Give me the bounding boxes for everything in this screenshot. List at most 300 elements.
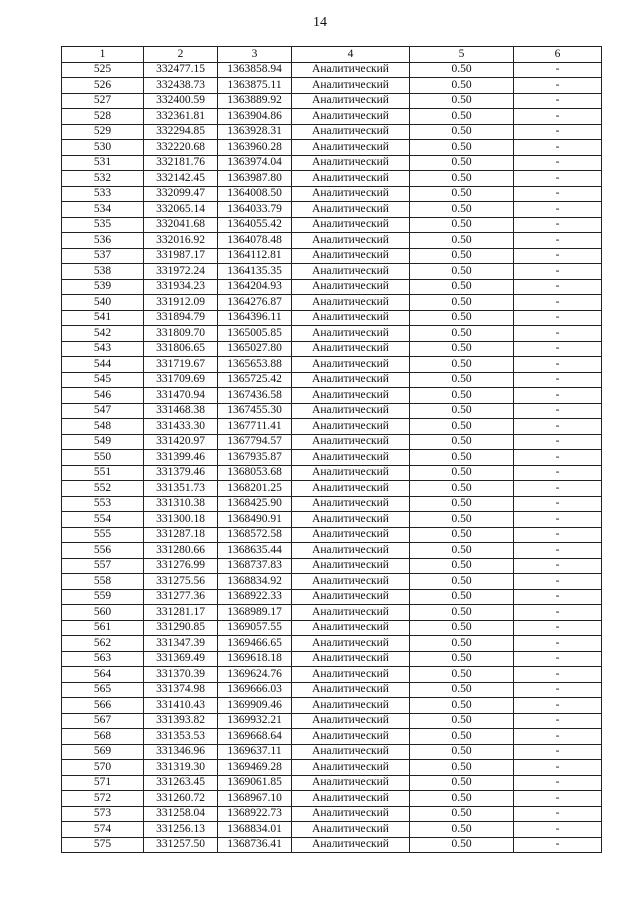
coordinates-table — [61, 46, 602, 853]
cell-method: Аналитический — [292, 419, 410, 435]
cell-point-number: 548 — [62, 419, 144, 435]
cell-method: Аналитический — [292, 791, 410, 807]
page-number: 14 — [313, 15, 327, 30]
cell-note: - — [514, 93, 602, 109]
cell-accuracy: 0.50 — [410, 589, 514, 605]
cell-method: Аналитический — [292, 574, 410, 590]
cell-y-coordinate: 1369932.21 — [218, 713, 292, 729]
cell-x-coordinate: 331393.82 — [144, 713, 218, 729]
cell-point-number: 549 — [62, 434, 144, 450]
table-row — [62, 775, 602, 791]
cell-x-coordinate: 331351.73 — [144, 481, 218, 497]
cell-y-coordinate: 1368922.33 — [218, 589, 292, 605]
table-row — [62, 109, 602, 125]
cell-x-coordinate: 331319.30 — [144, 760, 218, 776]
cell-method: Аналитический — [292, 465, 410, 481]
cell-y-coordinate: 1369057.55 — [218, 620, 292, 636]
cell-accuracy: 0.50 — [410, 171, 514, 187]
table-row — [62, 62, 602, 78]
table-row — [62, 295, 602, 311]
cell-method: Аналитический — [292, 264, 410, 280]
cell-point-number: 534 — [62, 202, 144, 218]
cell-x-coordinate: 331709.69 — [144, 372, 218, 388]
cell-y-coordinate: 1363858.94 — [218, 62, 292, 78]
cell-x-coordinate: 332142.45 — [144, 171, 218, 187]
cell-x-coordinate: 332016.92 — [144, 233, 218, 249]
cell-x-coordinate: 331719.67 — [144, 357, 218, 373]
cell-y-coordinate: 1369666.03 — [218, 682, 292, 698]
cell-method: Аналитический — [292, 78, 410, 94]
cell-y-coordinate: 1364276.87 — [218, 295, 292, 311]
table-row — [62, 791, 602, 807]
cell-note: - — [514, 62, 602, 78]
cell-note: - — [514, 403, 602, 419]
table-row — [62, 93, 602, 109]
cell-method: Аналитический — [292, 326, 410, 342]
cell-y-coordinate: 1368736.41 — [218, 837, 292, 853]
cell-note: - — [514, 512, 602, 528]
cell-method: Аналитический — [292, 279, 410, 295]
cell-note: - — [514, 465, 602, 481]
cell-x-coordinate: 331287.18 — [144, 527, 218, 543]
cell-x-coordinate: 332220.68 — [144, 140, 218, 156]
cell-note: - — [514, 124, 602, 140]
cell-accuracy: 0.50 — [410, 496, 514, 512]
cell-x-coordinate: 331894.79 — [144, 310, 218, 326]
cell-y-coordinate: 1369668.64 — [218, 729, 292, 745]
cell-method: Аналитический — [292, 341, 410, 357]
table-row — [62, 481, 602, 497]
table-row — [62, 558, 602, 574]
column-header-6: 6 — [514, 47, 602, 63]
cell-method: Аналитический — [292, 744, 410, 760]
cell-note: - — [514, 78, 602, 94]
cell-point-number: 546 — [62, 388, 144, 404]
cell-method: Аналитический — [292, 527, 410, 543]
cell-y-coordinate: 1364396.11 — [218, 310, 292, 326]
cell-point-number: 543 — [62, 341, 144, 357]
cell-note: - — [514, 372, 602, 388]
cell-x-coordinate: 331369.49 — [144, 651, 218, 667]
cell-method: Аналитический — [292, 636, 410, 652]
cell-method: Аналитический — [292, 295, 410, 311]
cell-method: Аналитический — [292, 481, 410, 497]
cell-method: Аналитический — [292, 496, 410, 512]
cell-method: Аналитический — [292, 372, 410, 388]
cell-y-coordinate: 1369618.18 — [218, 651, 292, 667]
cell-note: - — [514, 729, 602, 745]
cell-point-number: 564 — [62, 667, 144, 683]
cell-x-coordinate: 332041.68 — [144, 217, 218, 233]
cell-point-number: 555 — [62, 527, 144, 543]
cell-method: Аналитический — [292, 202, 410, 218]
cell-y-coordinate: 1364135.35 — [218, 264, 292, 280]
table-row — [62, 450, 602, 466]
cell-accuracy: 0.50 — [410, 806, 514, 822]
cell-accuracy: 0.50 — [410, 295, 514, 311]
cell-point-number: 527 — [62, 93, 144, 109]
cell-method: Аналитический — [292, 760, 410, 776]
cell-accuracy: 0.50 — [410, 186, 514, 202]
table-row — [62, 388, 602, 404]
table-row — [62, 698, 602, 714]
table-row — [62, 620, 602, 636]
cell-note: - — [514, 651, 602, 667]
cell-accuracy: 0.50 — [410, 481, 514, 497]
cell-y-coordinate: 1365725.42 — [218, 372, 292, 388]
table-row — [62, 465, 602, 481]
cell-accuracy: 0.50 — [410, 775, 514, 791]
cell-accuracy: 0.50 — [410, 450, 514, 466]
cell-accuracy: 0.50 — [410, 419, 514, 435]
cell-note: - — [514, 837, 602, 853]
cell-y-coordinate: 1368572.58 — [218, 527, 292, 543]
table-row — [62, 419, 602, 435]
cell-accuracy: 0.50 — [410, 729, 514, 745]
cell-accuracy: 0.50 — [410, 620, 514, 636]
cell-accuracy: 0.50 — [410, 543, 514, 559]
cell-y-coordinate: 1368635.44 — [218, 543, 292, 559]
cell-point-number: 573 — [62, 806, 144, 822]
cell-x-coordinate: 331258.04 — [144, 806, 218, 822]
cell-point-number: 574 — [62, 822, 144, 838]
table-row — [62, 605, 602, 621]
cell-x-coordinate: 331370.39 — [144, 667, 218, 683]
cell-accuracy: 0.50 — [410, 574, 514, 590]
cell-note: - — [514, 109, 602, 125]
cell-accuracy: 0.50 — [410, 326, 514, 342]
cell-method: Аналитический — [292, 62, 410, 78]
table-row — [62, 496, 602, 512]
table-row — [62, 403, 602, 419]
cell-note: - — [514, 744, 602, 760]
cell-accuracy: 0.50 — [410, 357, 514, 373]
cell-method: Аналитический — [292, 93, 410, 109]
cell-y-coordinate: 1367436.58 — [218, 388, 292, 404]
cell-x-coordinate: 331410.43 — [144, 698, 218, 714]
cell-accuracy: 0.50 — [410, 78, 514, 94]
table-row — [62, 744, 602, 760]
cell-note: - — [514, 496, 602, 512]
cell-x-coordinate: 331374.98 — [144, 682, 218, 698]
cell-method: Аналитический — [292, 837, 410, 853]
table-row — [62, 372, 602, 388]
cell-note: - — [514, 713, 602, 729]
cell-y-coordinate: 1368201.25 — [218, 481, 292, 497]
cell-note: - — [514, 434, 602, 450]
cell-point-number: 531 — [62, 155, 144, 171]
cell-accuracy: 0.50 — [410, 388, 514, 404]
cell-y-coordinate: 1363960.28 — [218, 140, 292, 156]
cell-accuracy: 0.50 — [410, 341, 514, 357]
cell-x-coordinate: 331987.17 — [144, 248, 218, 264]
table-row — [62, 837, 602, 853]
cell-note: - — [514, 667, 602, 683]
cell-accuracy: 0.50 — [410, 698, 514, 714]
cell-method: Аналитический — [292, 558, 410, 574]
cell-accuracy: 0.50 — [410, 109, 514, 125]
cell-x-coordinate: 331263.45 — [144, 775, 218, 791]
table-header-row — [62, 47, 602, 63]
cell-method: Аналитический — [292, 140, 410, 156]
table-row — [62, 512, 602, 528]
cell-note: - — [514, 760, 602, 776]
cell-point-number: 568 — [62, 729, 144, 745]
cell-note: - — [514, 310, 602, 326]
table-row — [62, 636, 602, 652]
cell-point-number: 558 — [62, 574, 144, 590]
table-row — [62, 78, 602, 94]
table-row — [62, 186, 602, 202]
cell-point-number: 539 — [62, 279, 144, 295]
cell-point-number: 540 — [62, 295, 144, 311]
cell-x-coordinate: 331256.13 — [144, 822, 218, 838]
table-row — [62, 202, 602, 218]
cell-note: - — [514, 450, 602, 466]
cell-point-number: 541 — [62, 310, 144, 326]
cell-note: - — [514, 155, 602, 171]
cell-point-number: 551 — [62, 465, 144, 481]
table-row — [62, 357, 602, 373]
table-row — [62, 667, 602, 683]
cell-method: Аналитический — [292, 217, 410, 233]
cell-method: Аналитический — [292, 605, 410, 621]
cell-y-coordinate: 1363987.80 — [218, 171, 292, 187]
cell-y-coordinate: 1365653.88 — [218, 357, 292, 373]
cell-method: Аналитический — [292, 729, 410, 745]
cell-accuracy: 0.50 — [410, 636, 514, 652]
cell-accuracy: 0.50 — [410, 403, 514, 419]
cell-point-number: 550 — [62, 450, 144, 466]
cell-method: Аналитический — [292, 403, 410, 419]
cell-point-number: 533 — [62, 186, 144, 202]
cell-method: Аналитический — [292, 651, 410, 667]
cell-accuracy: 0.50 — [410, 248, 514, 264]
cell-point-number: 525 — [62, 62, 144, 78]
cell-y-coordinate: 1363928.31 — [218, 124, 292, 140]
cell-method: Аналитический — [292, 667, 410, 683]
cell-x-coordinate: 331934.23 — [144, 279, 218, 295]
cell-note: - — [514, 543, 602, 559]
cell-x-coordinate: 332477.15 — [144, 62, 218, 78]
cell-y-coordinate: 1368834.92 — [218, 574, 292, 590]
cell-x-coordinate: 331257.50 — [144, 837, 218, 853]
cell-method: Аналитический — [292, 806, 410, 822]
cell-accuracy: 0.50 — [410, 93, 514, 109]
cell-x-coordinate: 331275.56 — [144, 574, 218, 590]
cell-point-number: 529 — [62, 124, 144, 140]
cell-y-coordinate: 1364033.79 — [218, 202, 292, 218]
cell-x-coordinate: 332099.47 — [144, 186, 218, 202]
cell-point-number: 561 — [62, 620, 144, 636]
cell-x-coordinate: 331972.24 — [144, 264, 218, 280]
cell-y-coordinate: 1364055.42 — [218, 217, 292, 233]
cell-accuracy: 0.50 — [410, 372, 514, 388]
table-row — [62, 527, 602, 543]
cell-accuracy: 0.50 — [410, 744, 514, 760]
cell-point-number: 575 — [62, 837, 144, 853]
cell-accuracy: 0.50 — [410, 124, 514, 140]
cell-x-coordinate: 331346.96 — [144, 744, 218, 760]
table-row — [62, 233, 602, 249]
cell-x-coordinate: 331290.85 — [144, 620, 218, 636]
cell-method: Аналитический — [292, 186, 410, 202]
cell-point-number: 553 — [62, 496, 144, 512]
cell-x-coordinate: 331399.46 — [144, 450, 218, 466]
cell-y-coordinate: 1367794.57 — [218, 434, 292, 450]
table-row — [62, 822, 602, 838]
cell-method: Аналитический — [292, 109, 410, 125]
cell-x-coordinate: 331300.18 — [144, 512, 218, 528]
cell-method: Аналитический — [292, 682, 410, 698]
cell-y-coordinate: 1368490.91 — [218, 512, 292, 528]
cell-y-coordinate: 1367935.87 — [218, 450, 292, 466]
cell-y-coordinate: 1367711.41 — [218, 419, 292, 435]
cell-method: Аналитический — [292, 698, 410, 714]
cell-accuracy: 0.50 — [410, 760, 514, 776]
cell-x-coordinate: 332400.59 — [144, 93, 218, 109]
cell-accuracy: 0.50 — [410, 233, 514, 249]
table-row — [62, 713, 602, 729]
cell-x-coordinate: 331347.39 — [144, 636, 218, 652]
cell-y-coordinate: 1364008.50 — [218, 186, 292, 202]
cell-y-coordinate: 1363974.04 — [218, 155, 292, 171]
cell-accuracy: 0.50 — [410, 264, 514, 280]
cell-note: - — [514, 233, 602, 249]
cell-point-number: 560 — [62, 605, 144, 621]
cell-y-coordinate: 1369909.46 — [218, 698, 292, 714]
cell-y-coordinate: 1365005.85 — [218, 326, 292, 342]
cell-method: Аналитический — [292, 171, 410, 187]
cell-accuracy: 0.50 — [410, 202, 514, 218]
cell-point-number: 552 — [62, 481, 144, 497]
cell-point-number: 526 — [62, 78, 144, 94]
table-row — [62, 155, 602, 171]
cell-point-number: 528 — [62, 109, 144, 125]
cell-accuracy: 0.50 — [410, 140, 514, 156]
cell-point-number: 536 — [62, 233, 144, 249]
cell-note: - — [514, 341, 602, 357]
cell-accuracy: 0.50 — [410, 155, 514, 171]
cell-accuracy: 0.50 — [410, 682, 514, 698]
cell-accuracy: 0.50 — [410, 527, 514, 543]
cell-point-number: 530 — [62, 140, 144, 156]
cell-y-coordinate: 1369061.85 — [218, 775, 292, 791]
table-row — [62, 124, 602, 140]
cell-x-coordinate: 332294.85 — [144, 124, 218, 140]
cell-point-number: 562 — [62, 636, 144, 652]
cell-x-coordinate: 331420.97 — [144, 434, 218, 450]
cell-x-coordinate: 331353.53 — [144, 729, 218, 745]
cell-point-number: 544 — [62, 357, 144, 373]
cell-point-number: 535 — [62, 217, 144, 233]
cell-note: - — [514, 636, 602, 652]
cell-x-coordinate: 331379.46 — [144, 465, 218, 481]
cell-note: - — [514, 791, 602, 807]
cell-accuracy: 0.50 — [410, 837, 514, 853]
cell-point-number: 563 — [62, 651, 144, 667]
cell-note: - — [514, 279, 602, 295]
cell-method: Аналитический — [292, 620, 410, 636]
cell-note: - — [514, 806, 602, 822]
column-header-1: 1 — [62, 47, 144, 63]
cell-note: - — [514, 620, 602, 636]
cell-x-coordinate: 331470.94 — [144, 388, 218, 404]
table-row — [62, 279, 602, 295]
cell-point-number: 567 — [62, 713, 144, 729]
cell-method: Аналитический — [292, 775, 410, 791]
cell-y-coordinate: 1368834.01 — [218, 822, 292, 838]
cell-y-coordinate: 1368425.90 — [218, 496, 292, 512]
cell-accuracy: 0.50 — [410, 62, 514, 78]
cell-note: - — [514, 388, 602, 404]
cell-point-number: 537 — [62, 248, 144, 264]
cell-note: - — [514, 419, 602, 435]
cell-note: - — [514, 589, 602, 605]
cell-x-coordinate: 331277.36 — [144, 589, 218, 605]
cell-point-number: 570 — [62, 760, 144, 776]
cell-note: - — [514, 527, 602, 543]
cell-point-number: 565 — [62, 682, 144, 698]
table-row — [62, 341, 602, 357]
cell-point-number: 554 — [62, 512, 144, 528]
cell-x-coordinate: 332438.73 — [144, 78, 218, 94]
cell-method: Аналитический — [292, 155, 410, 171]
cell-note: - — [514, 558, 602, 574]
cell-method: Аналитический — [292, 248, 410, 264]
cell-y-coordinate: 1364112.81 — [218, 248, 292, 264]
cell-method: Аналитический — [292, 713, 410, 729]
column-header-5: 5 — [410, 47, 514, 63]
table-row — [62, 264, 602, 280]
cell-point-number: 545 — [62, 372, 144, 388]
cell-method: Аналитический — [292, 512, 410, 528]
cell-note: - — [514, 217, 602, 233]
cell-y-coordinate: 1369637.11 — [218, 744, 292, 760]
table-row — [62, 543, 602, 559]
cell-point-number: 566 — [62, 698, 144, 714]
cell-point-number: 542 — [62, 326, 144, 342]
table-row — [62, 248, 602, 264]
cell-accuracy: 0.50 — [410, 558, 514, 574]
cell-note: - — [514, 574, 602, 590]
table-row — [62, 171, 602, 187]
cell-method: Аналитический — [292, 357, 410, 373]
cell-point-number: 556 — [62, 543, 144, 559]
cell-method: Аналитический — [292, 589, 410, 605]
cell-note: - — [514, 248, 602, 264]
column-header-4: 4 — [292, 47, 410, 63]
cell-x-coordinate: 332065.14 — [144, 202, 218, 218]
cell-note: - — [514, 682, 602, 698]
cell-y-coordinate: 1369466.65 — [218, 636, 292, 652]
cell-y-coordinate: 1368989.17 — [218, 605, 292, 621]
cell-x-coordinate: 331806.65 — [144, 341, 218, 357]
cell-method: Аналитический — [292, 822, 410, 838]
cell-accuracy: 0.50 — [410, 713, 514, 729]
cell-x-coordinate: 331912.09 — [144, 295, 218, 311]
cell-note: - — [514, 140, 602, 156]
table-row — [62, 729, 602, 745]
cell-note: - — [514, 698, 602, 714]
cell-y-coordinate: 1364078.48 — [218, 233, 292, 249]
table-row — [62, 217, 602, 233]
cell-note: - — [514, 171, 602, 187]
cell-y-coordinate: 1364204.93 — [218, 279, 292, 295]
cell-point-number: 572 — [62, 791, 144, 807]
cell-x-coordinate: 331433.30 — [144, 419, 218, 435]
cell-y-coordinate: 1363889.92 — [218, 93, 292, 109]
